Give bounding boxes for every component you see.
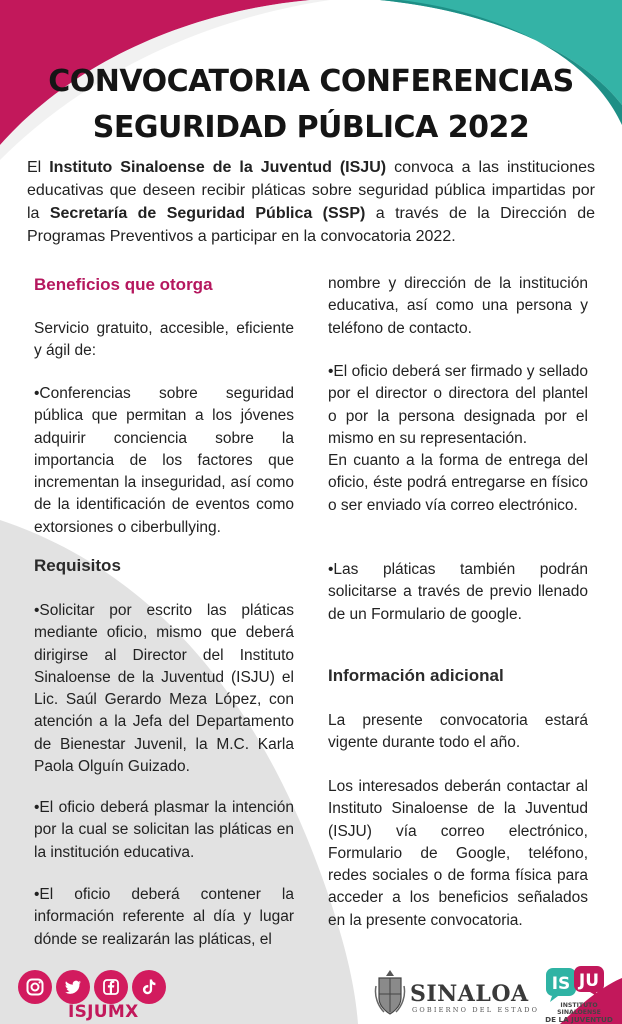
- requisitos-item-2: •El oficio deberá plasmar la intención por la cual se solicitan las pláticas en la institución educativa.: [34, 799, 294, 861]
- info-heading: Información adicional: [328, 666, 504, 685]
- requisitos-item-6: •Las pláticas también podrán solicitarse a través de previo llenado de un Formulario de google.: [328, 561, 588, 623]
- beneficios-heading: Beneficios que otorga: [34, 275, 213, 294]
- requisitos-item-1: •Solicitar por escrito las pláticas mediante oficio, mismo que deberá dirigirse al Director del Instituto Sinaloense de la Juventud (ISJU) el Lic. Saúl Gerardo Meza López, con atención a la Jefa del Departamento de Bienestar Juvenil, la M.C. Karla Paola Olguín Guizado.: [34, 602, 294, 776]
- requisitos-item-3a: •El oficio deberá contener la información referente al día y lugar dónde se realizarán las pláticas, el: [34, 886, 294, 948]
- beneficios-item: •Conferencias sobre seguridad pública que permitan a los jóvenes adquirir conciencia sobre la importancia de los factores que incrementan la inseguridad, así como de la identificación de eventos como extorsiones o ciberbullying.: [34, 385, 294, 536]
- info-text-1: La presente convocatoria estará vigente durante todo el año.: [328, 712, 588, 752]
- ssp-name: Secretaría de Seguridad Pública (SSP): [49, 205, 366, 222]
- isju-name: Instituto Sinaloense de la Juventud (ISJU): [49, 159, 387, 176]
- beneficios-text: Servicio gratuito, accesible, eficiente y ágil de:: [34, 320, 294, 360]
- info-text-2: Los interesados deberán contactar al Instituto Sinaloense de la Juventud (ISJU) vía correo electrónico, Formulario de Google, teléfono, redes sociales o de forma física para acceder a los beneficios señalados en la presente convocatoria.: [328, 778, 588, 929]
- isju-logo-left: IS: [551, 974, 571, 994]
- isju-logo-icon: [544, 964, 606, 1002]
- sinaloa-logo-text: SINALOA: [410, 981, 529, 1007]
- social-handle: ISJUMX: [68, 1002, 139, 1022]
- sinaloa-logo-subtitle: GOBIERNO DEL ESTADO: [412, 1006, 540, 1014]
- title-line-1: CONVOCATORIA CONFERENCIAS: [48, 64, 574, 99]
- instagram-icon[interactable]: [18, 970, 52, 1004]
- requisitos-item-4: •El oficio deberá ser firmado y sellado por el director o directora del plantel o por la persona designada por el mismo en su representación.: [328, 363, 588, 447]
- tiktok-icon[interactable]: [132, 970, 166, 1004]
- requisitos-item-5: En cuanto a la forma de entrega del oficio, éste podrá entregarse en físico o ser enviado vía correo electrónico.: [328, 452, 588, 514]
- isju-logo-right: JU: [578, 971, 600, 991]
- intro-paragraph: El Instituto Sinaloense de la Juventud (ISJU) convoca a las instituciones educativas que deseen recibir pláticas sobre seguridad pública impartidas por la Secretaría de Seguridad Pública (SSP) a través de la Dirección de Programas Preventivos a participar en la convocatoria 2022.: [27, 159, 596, 245]
- facebook-icon[interactable]: [94, 970, 128, 1004]
- twitter-icon[interactable]: [56, 970, 90, 1004]
- isju-logo-subtitle: INSTITUTO SINALOENSE DE LA JUVENTUD: [545, 1002, 613, 1024]
- requisitos-item-3b: nombre y dirección de la institución educativa, así como una persona y teléfono de contacto.: [328, 275, 588, 337]
- title-line-2: SEGURIDAD PÚBLICA 2022: [92, 110, 530, 145]
- requisitos-heading: Requisitos: [34, 556, 121, 575]
- sinaloa-coat-of-arms-icon: [374, 968, 406, 1018]
